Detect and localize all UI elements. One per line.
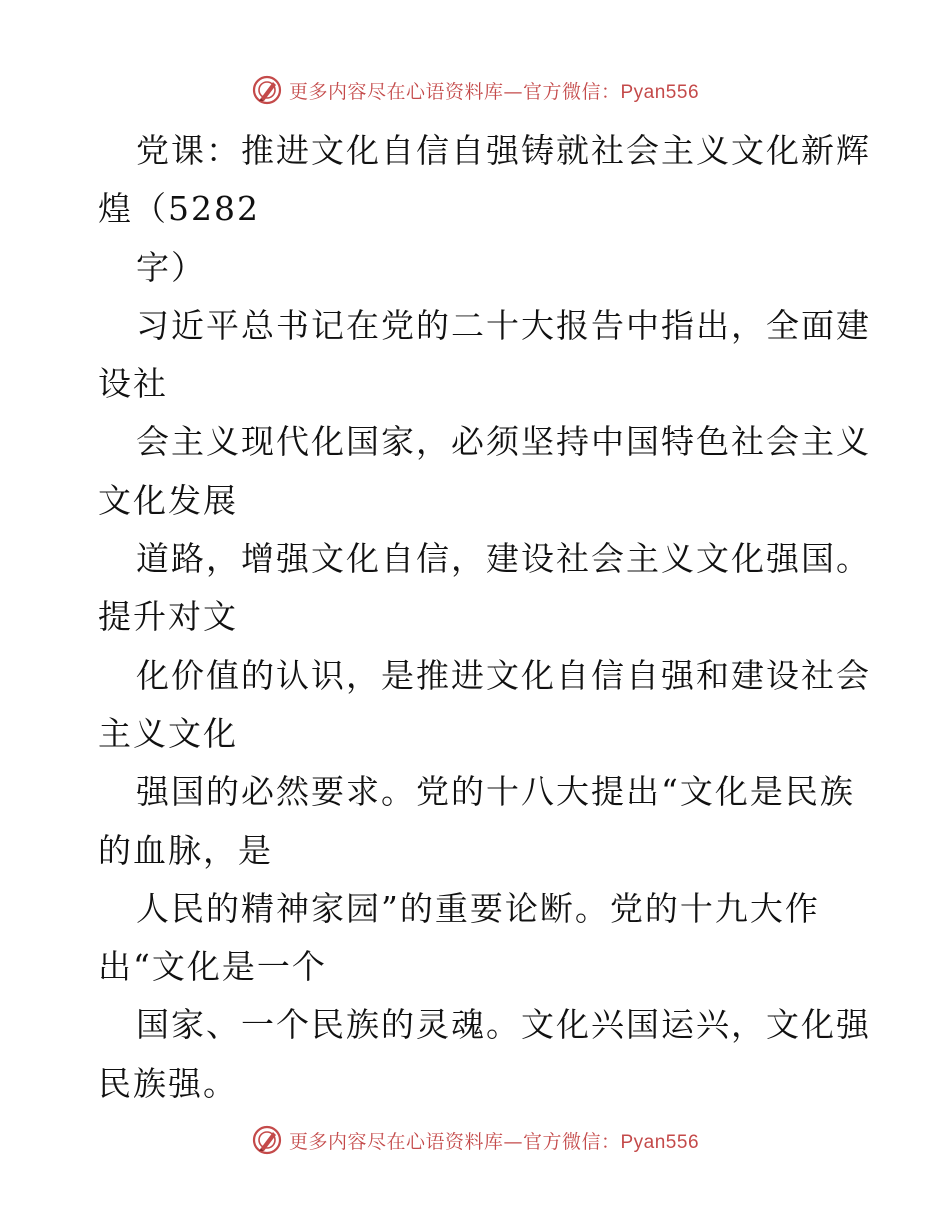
text-line: 设社: [98, 364, 168, 404]
text-line: 的血脉，是: [98, 830, 273, 870]
header-watermark: [0, 70, 950, 110]
text-line: 化价值的认识，是推进文化自信自强和建设社会: [136, 655, 871, 695]
text-line: 煌（5282: [98, 189, 260, 229]
text-line: 国家、一个民族的灵魂。文化兴国运兴，文化强: [136, 1005, 871, 1045]
text-line: 习近平总书记在党的二十大报告中指出，全面建: [136, 305, 871, 345]
watermark-text: 更多内容尽在心语资料库—官方微信：Pyan556: [288, 1130, 700, 1153]
text-line: 出“文化是一个: [98, 947, 327, 987]
text-line: 道路，增强文化自信，建设社会主义文化强国。: [136, 539, 871, 579]
text-line: 会主义现代化国家，必须坚持中国特色社会主义: [136, 422, 871, 462]
watermark-text: 更多内容尽在心语资料库—官方微信：Pyan556: [288, 80, 700, 103]
text-line: 强国的必然要求。党的十八大提出“文化是民族: [136, 772, 855, 812]
text-line: 字）: [136, 247, 206, 287]
text-line: 主义文化: [98, 713, 238, 753]
pen-logo-icon: [251, 1124, 283, 1156]
pen-logo-icon: [251, 74, 283, 106]
text-line: 文化发展: [98, 480, 238, 520]
text-line: 党课：推进文化自信自强铸就社会主义文化新辉: [136, 131, 871, 170]
footer-watermark: [0, 1120, 950, 1160]
text-line: 民族强。: [98, 1063, 238, 1103]
document-body: [98, 122, 871, 1113]
text-line: 人民的精神家园”的重要论断。党的十九大作: [136, 888, 820, 928]
text-line: 提升对文: [98, 597, 238, 637]
